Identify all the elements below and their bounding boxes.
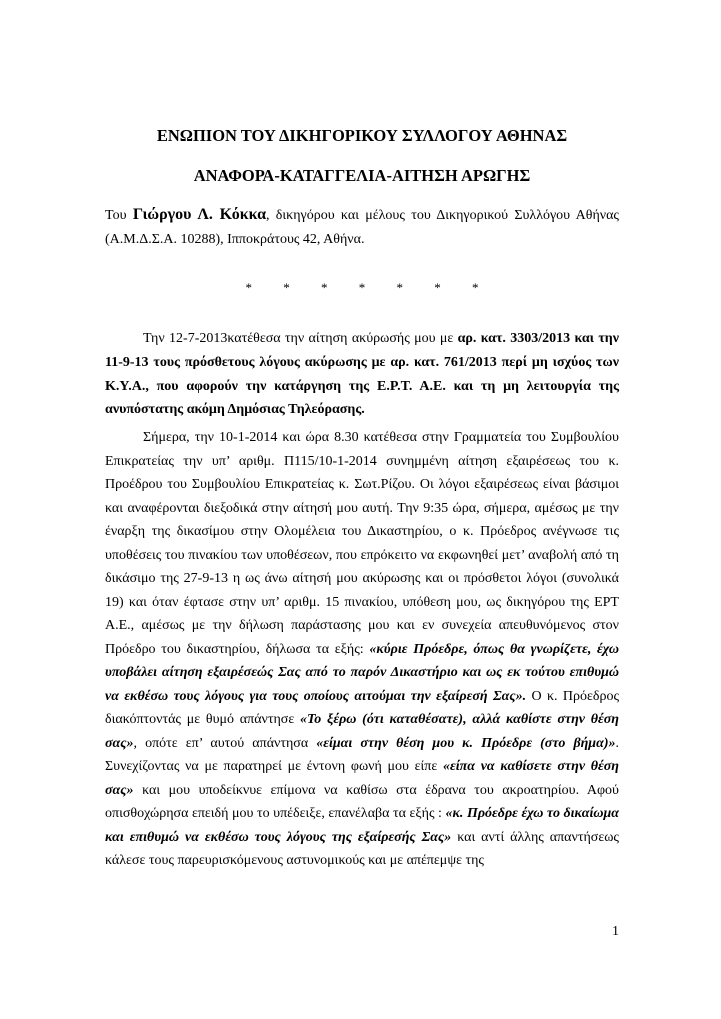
paragraph-2-text-5: και μου υποδείκνυε επίμονα να καθίσω στα έδρανα του ακροατηρίου. Αφού οπισθοχώρησα επειδή μου το υπέδειξε, επανέλαβα τα εξής :: [105, 782, 619, 821]
paragraph-2-text-4: . Συνεχίζοντας να με παρατηρεί με έντονη φωνή μου είπε: [105, 735, 619, 774]
author-details: , δικηγόρου και μέλους του Δικηγορικού Συλλόγου Αθήνας (Α.Μ.Δ.Σ.Α. 10288), Ιπποκράτους 42, Αθήνα.: [105, 208, 619, 247]
paragraph-2-text-2: Ο κ. Πρόεδρος διακόπτοντάς με θυμό απάντησε: [105, 688, 619, 727]
author-name: Γιώργου Λ. Κόκκα: [132, 206, 266, 223]
quote-3: «είμαι στην θέση μου κ. Πρόεδρε (στο βήμα)»: [316, 735, 616, 751]
paragraph-2-text-6: και αντί άλλης απαντήσεως κάλεσε τους παρευρισκόμενους αστυνομικούς και με απέπεμψε της: [105, 829, 619, 868]
section-separator: * * * * * * *: [245, 280, 493, 295]
page-number: 1: [612, 924, 619, 939]
paragraph-1: [105, 327, 619, 422]
author-prefix: Του: [105, 208, 133, 223]
document-title: ΕΝΩΠΙΟΝ ΤΟΥ ΔΙΚΗΓΟΡΙΚΟΥ ΣΥΛΛΟΓΟΥ ΑΘΗΝΑΣ: [156, 126, 568, 145]
quote-1: «κύριε Πρόεδρε, όπως θα γνωρίζετε, έχω υποβάλει αίτηση εξαιρέσεώς Σας από το παρόν Δικαστήριο και ως εκ τούτου επιθυμώ να εκθέσω τους λόγους για τους οποίους αιτούμαι την εξαίρεσή Σας».: [105, 641, 619, 704]
paragraph-2-text-1: Σήμερα, την 10-1-2014 και ώρα 8.30 κατέθεσα στην Γραμματεία του Συμβουλίου Επικρατείας την υπ’ αριθμ. Π115/10-1-2014 συνημμένη αίτηση εξαιρέσεως του κ. Προέδρου του Συμβουλίου Επικρατείας κ. Σωτ.Ρίζου. Οι λόγοι εξαιρέσεως είναι βάσιμοι και αναφέρονται διεξοδικά στην αίτησή μου αυτή. Την 9:35 ώρα, σήμερα, αμέσως με την έναρξη της δικασίμου στην Ολομέλεια του Δικαστηρίου, ο κ. Πρόεδρος ανέγνωσε τις υποθέσεις του πινακίου των υποθέσεων, που επρόκειτο να εκφωνηθεί μετ’ αναβολή από τη δικάσιμο της 27-9-13 η ως άνω αίτησή μου ακύρωσης και οι πρόσθετοι λόγοι (συνολικά 19) και όταν έφτασε στην υπ’ αριθμ. 15 πινακίου, υπόθεση μου, ως δικηγόρου της ΕΡΤ Α.Ε., αμέσως με την δήλωση παράστασης μου και εν συνεχεία απευθυνόμενος στον Πρόεδρο του δικαστηρίου, δήλωσα τα εξής:: [105, 430, 619, 657]
paragraph-2: [105, 426, 619, 873]
quote-4: «είπα να καθίσετε στην θέση σας»: [105, 759, 619, 798]
paragraph-1-bold: αρ. κατ. 3303/2013 και την 11-9-13 τους πρόσθετους λόγους ακύρωσης με αρ. κατ. 761/2013 περί μη ισχύος των Κ.Υ.Α., που αφορούν την κατάργηση της Ε.Ρ.Τ. Α.Ε. και τη μη λειτουργία της ανυπόστατης ακόμη Δημόσιας Τηλεόρασης.: [105, 331, 619, 418]
paragraph-1-text: Την 12-7-2013κατέθεσα την αίτηση ακύρωσής μου με: [143, 331, 458, 346]
document-subtitle: ΑΝΑΦΟΡΑ-ΚΑΤΑΓΓΕΛΙΑ-ΑΙΤΗΣΗ ΑΡΩΓΗΣ: [193, 166, 531, 185]
quote-5: «κ. Πρόεδρε έχω το δικαίωμα και επιθυμώ να εκθέσω τους λόγους της εξαίρεσής Σας»: [105, 806, 619, 845]
quote-2: «Το ξέρω (ότι καταθέσατε), αλλά καθίστε στην θέση σας»: [105, 712, 619, 751]
paragraph-2-text-3: , οπότε επ’ αυτού απάντησα: [133, 735, 317, 751]
author-line: [105, 203, 619, 251]
